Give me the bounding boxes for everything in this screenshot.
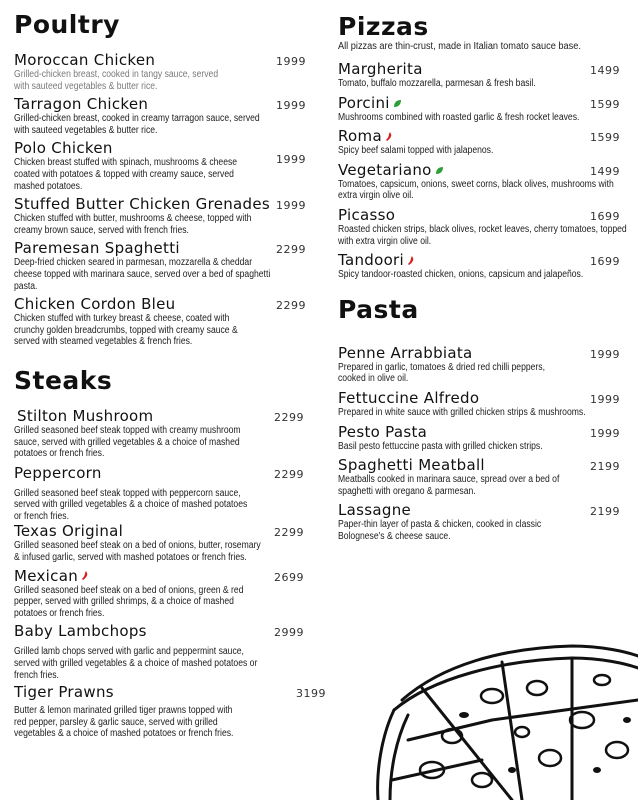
menu-item [338, 501, 630, 542]
item-price: 1999 [276, 153, 306, 167]
item-name [338, 161, 444, 179]
item-name-text: Porcini [338, 93, 390, 112]
right-column [338, 12, 630, 543]
item-name [14, 567, 89, 585]
menu-item [338, 127, 630, 157]
item-description: Tomato, buffalo mozzarella, parmesan & fresh basil. [338, 78, 536, 89]
item-price: 1499 [590, 164, 620, 178]
item-description: Chicken stuffed with turkey breast & cheese, coated with crunchy golden breadcrumbs, topped with creamy sauce & served with steamed vegetables & french fries. [14, 313, 238, 348]
item-name: Texas Original [14, 522, 124, 541]
section-title-steaks: Steaks [14, 365, 113, 395]
chili-icon [385, 132, 393, 142]
item-name: Pesto Pasta [338, 422, 428, 441]
item-price: 1599 [590, 131, 620, 145]
item-description: Prepared in white sauce with grilled chicken strips & mushrooms. [338, 406, 586, 418]
item-name: Tarragon Chicken [14, 95, 149, 114]
item-name: Margherita [338, 60, 423, 78]
item-price: 2199 [590, 460, 620, 474]
menu-item [338, 344, 630, 385]
pizza-note: All pizzas are thin-crust, made in Italian tomato sauce base. [338, 41, 581, 52]
menu-item [338, 161, 630, 202]
pizza-illustration [372, 640, 638, 800]
menu-item [14, 683, 326, 740]
menu-item [14, 239, 314, 292]
item-description: Spicy beef salami topped with jalapenos. [338, 145, 494, 157]
item-description: Mushrooms combined with roasted garlic & fresh rocket leaves. [338, 111, 580, 123]
leaf-icon [435, 166, 444, 175]
item-description: Chicken breast stuffed with spinach, mushrooms & cheese coated with potatoes & topped with creamy sauce, served mashed potatoes. [14, 157, 238, 192]
item-price: 2299 [274, 467, 304, 481]
item-name: Lassagne [338, 501, 412, 520]
item-price: 1999 [590, 347, 620, 361]
item-price: 2299 [274, 410, 304, 424]
item-description: Prepared in garlic, tomatoes & dried red chilli peppers, cooked in olive oil. [338, 361, 545, 385]
menu-item [338, 206, 630, 247]
item-price: 2299 [274, 526, 304, 540]
section-title-pizzas: Pizzas [338, 12, 429, 41]
menu-item [14, 567, 314, 620]
item-name: Paremesan Spaghetti [14, 239, 180, 258]
item-price: 1999 [590, 426, 620, 440]
menu-item [14, 622, 314, 681]
item-description: Butter & lemon marinated grilled tiger prawns topped with red pepper, parsley & garlic sauce, served with grilled vegetables & a choice of mashed potatoes or french fries. [14, 705, 234, 740]
item-price: 3199 [296, 687, 326, 701]
item-description: Grilled seasoned beef steak topped with creamy mushroom sauce, served with grilled vegetables & a choice of mashed potatoes or french fries. [14, 424, 241, 460]
item-name: Fettuccine Alfredo [338, 388, 480, 407]
item-description: Meatballs cooked in marinara sauce, spread over a bed of spaghetti with oregano & parmesan. [338, 474, 560, 497]
menu-item [14, 195, 314, 236]
menu-item [338, 389, 630, 419]
item-name-text: Mexican [14, 566, 78, 585]
item-name: Baby Lambchops [14, 622, 147, 641]
menu-item [338, 423, 630, 453]
menu-item [14, 522, 314, 563]
item-price: 2999 [274, 626, 304, 640]
item-description: Spicy tandoor-roasted chicken, onions, capsicum and jalapeños. [338, 269, 584, 281]
item-description: Roasted chicken strips, black olives, rocket leaves, cherry tomatoes, topped with extra virgin olive oil. [338, 223, 627, 247]
section-title-poultry: Poultry [14, 10, 120, 39]
item-description: Grilled lamb chops served with garlic and peppermint sauce, served with grilled vegetables & a choice of mashed potatoes or french fries. [14, 646, 258, 681]
menu-item [338, 60, 630, 90]
item-name: Polo Chicken [14, 139, 113, 158]
item-name: Stilton Mushroom [17, 406, 154, 425]
item-price: 2699 [274, 570, 304, 584]
item-name: Tiger Prawns [14, 683, 114, 702]
item-name [338, 251, 415, 269]
item-description: Grilled seasoned beef steak topped with peppercorn sauce, served with grilled vegetables & a choice of mashed potatoes or french fries. [14, 487, 248, 522]
item-description: Paper-thin layer of pasta & chicken, cooked in classic Bolognese's & cheese sauce. [338, 519, 542, 542]
menu-item [338, 251, 630, 281]
item-price: 2299 [276, 299, 306, 313]
item-description: Grilled-chicken breast, cooked in tangy sauce, served with sauteed vegetables & butter rice. [14, 69, 219, 92]
item-description: Grilled seasoned beef steak on a bed of onions, butter, rosemary & infused garlic, served with mashed potatoes or french fries. [14, 540, 261, 564]
item-name: Moroccan Chicken [14, 51, 156, 69]
item-description: Basil pesto fettuccine pasta with grilled chicken strips. [338, 440, 543, 452]
menu-item [14, 295, 314, 348]
item-price: 1499 [590, 64, 620, 77]
item-name: Chicken Cordon Bleu [14, 295, 176, 314]
item-price: 1699 [590, 209, 620, 223]
item-description: Tomatoes, capsicum, onions, sweet corns, black olives, mushrooms with extra virgin olive oil. [338, 178, 614, 202]
item-price: 1599 [590, 97, 620, 111]
item-name [338, 94, 402, 112]
chili-icon [81, 571, 89, 581]
item-price: 1999 [276, 199, 306, 213]
item-name-text: Tandoori [338, 251, 404, 270]
menu-item [14, 139, 314, 192]
item-price: 1999 [590, 392, 620, 406]
item-name: Peppercorn [14, 463, 102, 482]
left-column [14, 10, 326, 740]
menu-item [14, 51, 314, 92]
item-name: Spaghetti Meatball [338, 456, 485, 475]
item-price: 1999 [276, 55, 306, 68]
menu-item [338, 94, 630, 124]
item-price: 1999 [276, 99, 306, 113]
item-description: Grilled-chicken breast, cooked in creamy tarragon sauce, served with sauteed vegetables & butter rice. [14, 113, 260, 136]
menu-item [14, 464, 314, 523]
menu-item [14, 95, 314, 136]
leaf-icon [393, 99, 402, 108]
section-title-pasta: Pasta [338, 294, 419, 324]
item-price: 2199 [590, 505, 620, 519]
item-name: Penne Arrabbiata [338, 343, 473, 362]
menu-item [14, 407, 314, 460]
menu-item [338, 456, 630, 497]
item-name-text: Roma [338, 127, 382, 146]
item-name: Picasso [338, 205, 396, 224]
item-description: Deep-fried chicken seared in parmesan, mozzarella & cheddar cheese topped with marinara sauce, served over a bed of spaghetti pasta. [14, 257, 271, 292]
item-description: Grilled seasoned beef steak on a bed of onions, green & red pepper, served with grilled shrimps, & a choice of mashed potatoes or french fries. [14, 584, 244, 619]
item-name-text: Vegetariano [338, 160, 432, 179]
item-name [338, 127, 393, 145]
item-price: 2299 [276, 243, 306, 257]
item-price: 1699 [590, 255, 620, 269]
item-name: Stuffed Butter Chicken Grenades [14, 195, 271, 214]
item-description: Chicken stuffed with butter, mushrooms & cheese, topped with creamy brown sauce, served with french fries. [14, 213, 252, 236]
chili-icon [407, 256, 415, 266]
